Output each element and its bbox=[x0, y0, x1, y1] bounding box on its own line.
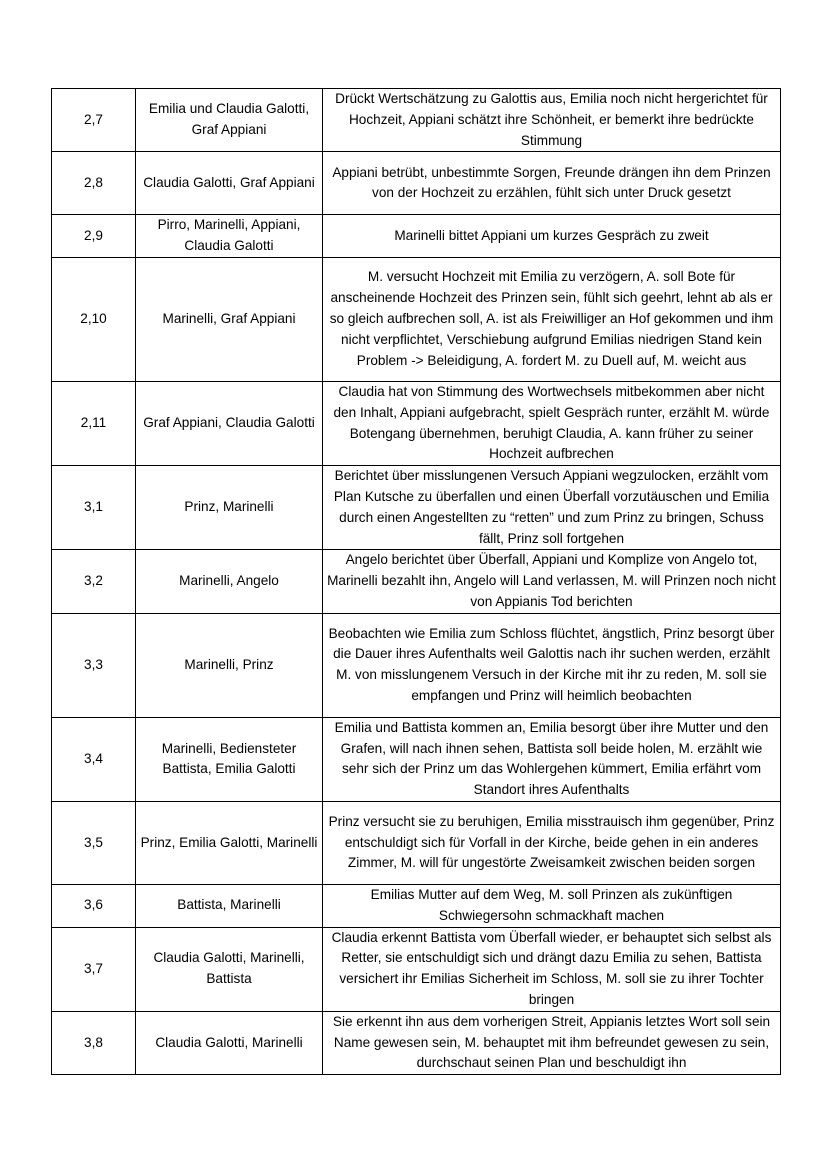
scene-number-cell: 3,8 bbox=[52, 1011, 136, 1074]
content-cell: Prinz versucht sie zu beruhigen, Emilia misstrauisch ihm gegenüber, Prinz entschuldigt sich für Vorfall in der Kirche, beide gehen in ein anderes Zimmer, M. will für ungestörte Zweisamkeit zwischen beiden sorgen bbox=[323, 801, 781, 884]
characters-cell: Prinz, Emilia Galotti, Marinelli bbox=[136, 801, 323, 884]
table-row bbox=[52, 801, 781, 884]
table-row bbox=[52, 89, 781, 152]
content-cell: Sie erkennt ihn aus dem vorherigen Streit, Appianis letztes Wort soll sein Name gewesen sein, M. behauptet mit ihm befreundet gewesen zu sein, durchschaut seinen Plan und beschuldigt ihn bbox=[323, 1011, 781, 1074]
table-row bbox=[52, 550, 781, 613]
table-row bbox=[52, 466, 781, 550]
characters-cell: Marinelli, Bediensteter Battista, Emilia Galotti bbox=[136, 717, 323, 801]
characters-cell: Graf Appiani, Claudia Galotti bbox=[136, 381, 323, 465]
content-cell: Beobachten wie Emilia zum Schloss flüchtet, ängstlich, Prinz besorgt über die Dauer ihres Aufenthalts weil Galottis nach ihr suchen werden, erzählt M. von misslungenem Versuch in der Kirche mit ihr zu reden, M. soll sie empfangen und Prinz will heimlich beobachten bbox=[323, 613, 781, 717]
scene-table bbox=[51, 88, 781, 1075]
characters-cell: Marinelli, Angelo bbox=[136, 550, 323, 613]
scene-number-cell: 2,8 bbox=[52, 152, 136, 215]
characters-cell: Marinelli, Prinz bbox=[136, 613, 323, 717]
scene-number-cell: 3,1 bbox=[52, 466, 136, 550]
scene-number-cell: 2,11 bbox=[52, 381, 136, 465]
table-row bbox=[52, 215, 781, 258]
characters-cell: Marinelli, Graf Appiani bbox=[136, 257, 323, 381]
content-cell: Appiani betrübt, unbestimmte Sorgen, Freunde drängen ihn dem Prinzen von der Hochzeit zu erzählen, fühlt sich unter Druck gesetzt bbox=[323, 152, 781, 215]
table-row bbox=[52, 613, 781, 717]
content-cell: Berichtet über misslungenen Versuch Appiani wegzulocken, erzählt vom Plan Kutsche zu überfallen und einen Überfall vorzutäuschen und Emilia durch einen Angestellten zu “retten” und zum Prinz zu bringen, Schuss fällt, Prinz soll fortgehen bbox=[323, 466, 781, 550]
scene-number-cell: 3,6 bbox=[52, 884, 136, 927]
table-row bbox=[52, 257, 781, 381]
characters-cell: Claudia Galotti, Marinelli bbox=[136, 1011, 323, 1074]
scene-number-cell: 3,5 bbox=[52, 801, 136, 884]
characters-cell: Emilia und Claudia Galotti, Graf Appiani bbox=[136, 89, 323, 152]
content-cell: Claudia hat von Stimmung des Wortwechsels mitbekommen aber nicht den Inhalt, Appiani aufgebracht, spielt Gespräch runter, erzählt M. würde Botengang übernehmen, beruhigt Claudia, A. kann früher zu seiner Hochzeit aufbrechen bbox=[323, 381, 781, 465]
scene-number-cell: 3,2 bbox=[52, 550, 136, 613]
characters-cell: Battista, Marinelli bbox=[136, 884, 323, 927]
scene-number-cell: 3,3 bbox=[52, 613, 136, 717]
content-cell: Marinelli bittet Appiani um kurzes Gespräch zu zweit bbox=[323, 215, 781, 258]
characters-cell: Prinz, Marinelli bbox=[136, 466, 323, 550]
content-cell: Drückt Wertschätzung zu Galottis aus, Emilia noch nicht hergerichtet für Hochzeit, Appiani schätzt ihre Schönheit, er bemerkt ihre bedrückte Stimmung bbox=[323, 89, 781, 152]
characters-cell: Pirro, Marinelli, Appiani, Claudia Galotti bbox=[136, 215, 323, 258]
scene-number-cell: 2,7 bbox=[52, 89, 136, 152]
content-cell: Emilia und Battista kommen an, Emilia besorgt über ihre Mutter und den Grafen, will nach ihnen sehen, Battista soll beide holen, M. erzählt wie sehr sich der Prinz um das Wohlergehen kümmert, Emilia erfährt vom Standort ihres Aufenthalts bbox=[323, 717, 781, 801]
table-row bbox=[52, 717, 781, 801]
scene-number-cell: 3,4 bbox=[52, 717, 136, 801]
table-row bbox=[52, 927, 781, 1011]
content-cell: Emilias Mutter auf dem Weg, M. soll Prinzen als zukünftigen Schwiegersohn schmackhaft machen bbox=[323, 884, 781, 927]
content-cell: Angelo berichtet über Überfall, Appiani und Komplize von Angelo tot, Marinelli bezahlt ihn, Angelo will Land verlassen, M. will Prinzen noch nicht von Appianis Tod berichten bbox=[323, 550, 781, 613]
content-cell: M. versucht Hochzeit mit Emilia zu verzögern, A. soll Bote für anscheinende Hochzeit des Prinzen sein, fühlt sich geehrt, lehnt ab als er so gleich aufbrechen soll, A. ist als Freiwilliger an Hof gekommen und ihm nicht verpflichtet, Verschiebung aufgrund Emilias niedrigen Stand kein Problem -> Beleidigung, A. fordert M. zu Duell auf, M. weicht aus bbox=[323, 257, 781, 381]
table-row bbox=[52, 381, 781, 465]
table-row bbox=[52, 152, 781, 215]
content-cell: Claudia erkennt Battista vom Überfall wieder, er behauptet sich selbst als Retter, sie entschuldigt sich und drängt dazu Emilia zu sehen, Battista versichert ihr Emilias Sicherheit im Schloss, M. soll sie zu ihrer Tochter bringen bbox=[323, 927, 781, 1011]
characters-cell: Claudia Galotti, Graf Appiani bbox=[136, 152, 323, 215]
table-row bbox=[52, 1011, 781, 1074]
scene-number-cell: 3,7 bbox=[52, 927, 136, 1011]
scene-number-cell: 2,9 bbox=[52, 215, 136, 258]
characters-cell: Claudia Galotti, Marinelli, Battista bbox=[136, 927, 323, 1011]
table-row bbox=[52, 884, 781, 927]
scene-number-cell: 2,10 bbox=[52, 257, 136, 381]
